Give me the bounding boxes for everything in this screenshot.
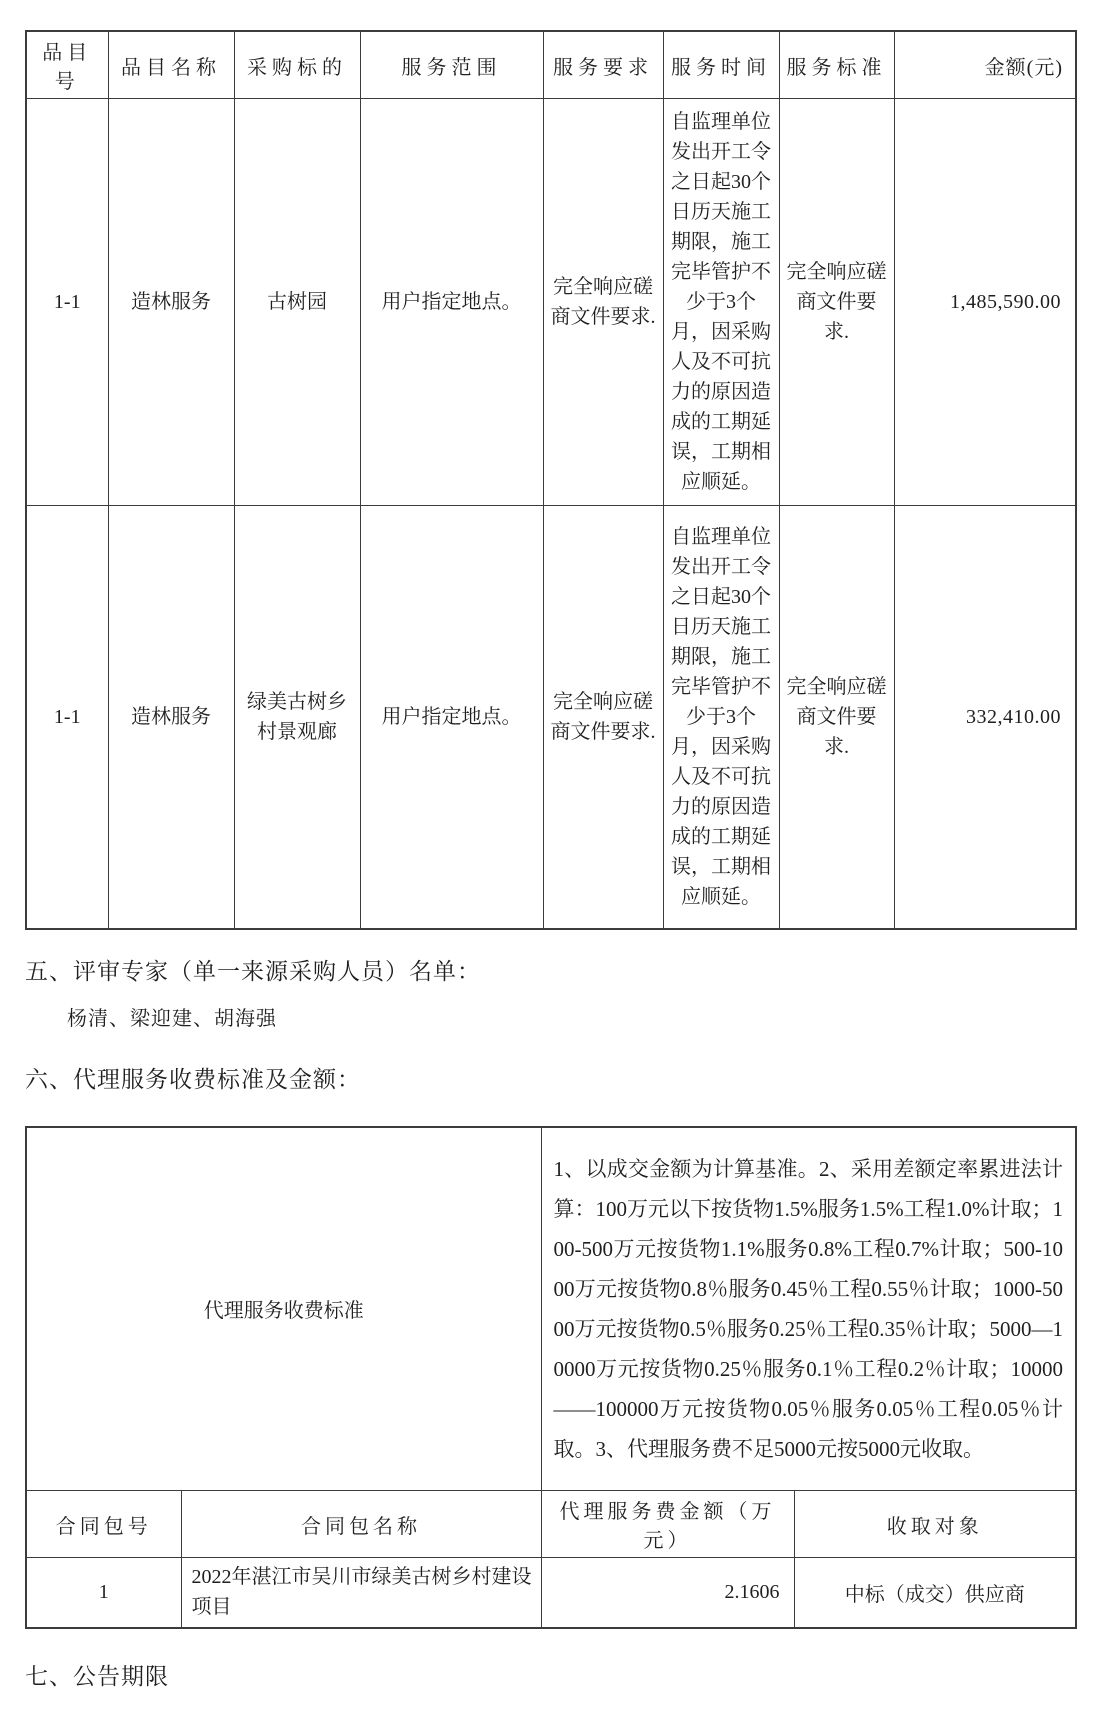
- cell-standard: 完全响应磋商文件要求.: [779, 506, 894, 929]
- header-standard: 服务标准: [779, 31, 894, 99]
- cell-time: 自监理单位发出开工令之日起30个日历天施工期限，施工完毕管护不少于3个月，因采购人及不可抗力的原因造成的工期延误，工期相应顺延。: [663, 506, 779, 929]
- header-item-no: 品目号: [26, 31, 108, 99]
- fee-standard-text: 1、以成交金额为计算基准。2、采用差额定率累进法计算：100万元以下按货物1.5%服务1.5%工程1.0%计取；100-500万元按货物1.1%服务0.8%工程0.7%计取；500-1000万元按货物0.8％服务0.45％工程0.55％计取；1000-5000万元按货物0.5％服务0.25％工程0.35％计取；5000—10000万元按货物0.25％服务0.1％工程0.2％计取；10000——100000万元按货物0.05％服务0.05％工程0.05％计取。3、代理服务费不足5000元按5000元收取。: [541, 1127, 1076, 1491]
- header-time: 服务时间: [663, 31, 779, 99]
- cell-requirement: 完全响应磋商文件要求.: [543, 99, 663, 506]
- cell-amount: 332,410.00: [894, 506, 1076, 929]
- header-target: 采购标的: [234, 31, 360, 99]
- header-fee-amount: 代理服务费金额（万元）: [541, 1491, 794, 1558]
- header-requirement: 服务要求: [543, 31, 663, 99]
- fee-standard-row: [26, 1127, 1076, 1491]
- cell-time: 自监理单位发出开工令之日起30个日历天施工期限，施工完毕管护不少于3个月，因采购人及不可抗力的原因造成的工期延误，工期相应顺延。: [663, 99, 779, 506]
- header-package-no: 合同包号: [26, 1491, 181, 1558]
- cell-fee-amount: 2.1606: [541, 1558, 794, 1628]
- header-amount: 金额(元): [894, 31, 1076, 99]
- header-payer: 收取对象: [794, 1491, 1076, 1558]
- cell-item-name: 造林服务: [108, 99, 234, 506]
- section-5-heading: 五、评审专家（单一来源采购人员）名单：: [25, 958, 481, 984]
- cell-requirement: 完全响应磋商文件要求.: [543, 506, 663, 929]
- cell-target: 绿美古树乡村景观廊: [234, 506, 360, 929]
- items-table: [25, 30, 1077, 930]
- header-package-name: 合同包名称: [181, 1491, 541, 1558]
- agency-fee-table: [25, 1126, 1077, 1629]
- items-table-row: [26, 506, 1076, 929]
- section-7-heading: 七、公告期限: [25, 1663, 169, 1689]
- cell-scope: 用户指定地点。: [360, 99, 543, 506]
- cell-target: 古树园: [234, 99, 360, 506]
- cell-item-name: 造林服务: [108, 506, 234, 929]
- cell-package-no: 1: [26, 1558, 181, 1628]
- items-table-header-row: [26, 31, 1076, 99]
- fee-table-row: [26, 1558, 1076, 1628]
- cell-amount: 1,485,590.00: [894, 99, 1076, 506]
- cell-item-no: 1-1: [26, 506, 108, 929]
- fee-table-header-row: [26, 1491, 1076, 1558]
- cell-payer: 中标（成交）供应商: [794, 1558, 1076, 1628]
- cell-package-name: 2022年湛江市吴川市绿美古树乡村建设项目: [181, 1558, 541, 1628]
- fee-standard-label: 代理服务收费标准: [26, 1127, 541, 1491]
- cell-item-no: 1-1: [26, 99, 108, 506]
- header-scope: 服务范围: [360, 31, 543, 99]
- expert-names: 杨清、梁迎建、胡海强: [67, 1007, 277, 1030]
- cell-scope: 用户指定地点。: [360, 506, 543, 929]
- header-item-name: 品目名称: [108, 31, 234, 99]
- section-6-heading: 六、代理服务收费标准及金额：: [25, 1066, 361, 1092]
- cell-standard: 完全响应磋商文件要求.: [779, 99, 894, 506]
- items-table-row: [26, 99, 1076, 506]
